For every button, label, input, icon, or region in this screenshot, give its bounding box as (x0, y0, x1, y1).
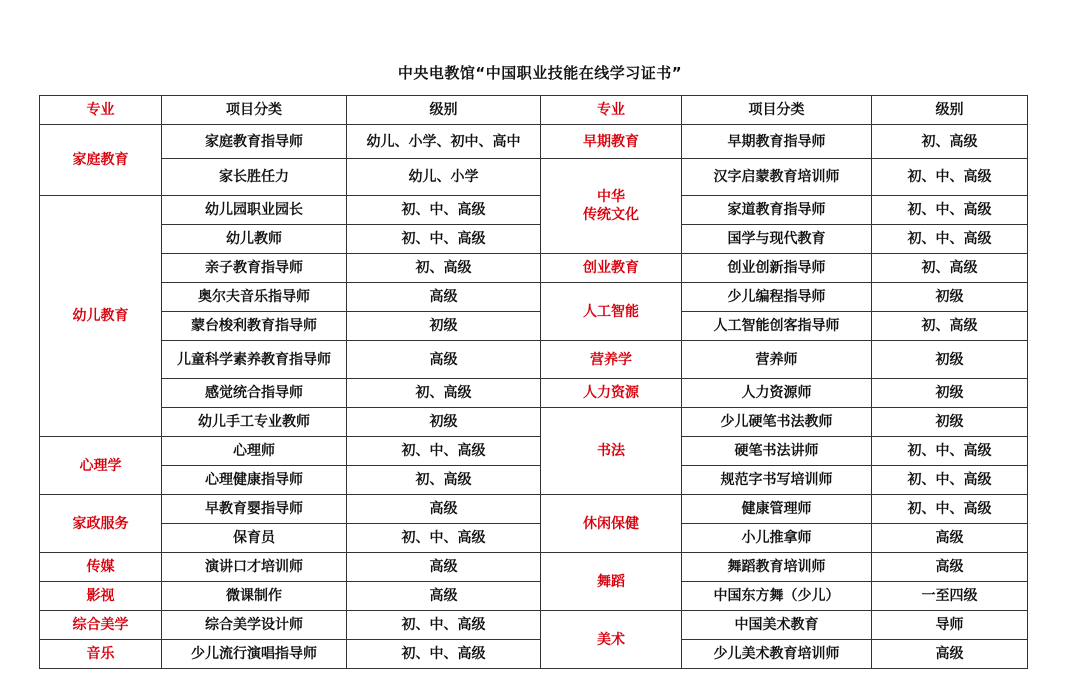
category-cell: 感觉统合指导师 (162, 379, 347, 408)
table-row (40, 466, 1028, 495)
category-cell: 微课制作 (162, 582, 347, 611)
level-cell: 初级 (872, 379, 1028, 408)
category-cell: 少儿硬笔书法教师 (682, 408, 872, 437)
table-row (40, 283, 1028, 312)
major-cell: 音乐 (40, 640, 162, 669)
category-cell: 少儿编程指导师 (682, 283, 872, 312)
category-cell: 家庭教育指导师 (162, 125, 347, 159)
major-cell: 休闲保健 (541, 495, 682, 553)
category-cell: 幼儿手工专业教师 (162, 408, 347, 437)
level-cell: 初、中、高级 (347, 524, 541, 553)
document-title: 中央电教馆“中国职业技能在线学习证书” (397, 64, 683, 82)
category-cell: 综合美学设计师 (162, 611, 347, 640)
category-cell: 营养师 (682, 341, 872, 379)
table-row (40, 669, 1028, 698)
header-category: 项目分类 (682, 96, 872, 125)
level-cell: 初级 (872, 283, 1028, 312)
major-cell: 人力资源 (541, 379, 682, 408)
category-cell: 早教育婴指导师 (162, 495, 347, 524)
major-cell: 舞蹈 (541, 553, 682, 611)
level-cell: 高级 (347, 553, 541, 582)
level-cell: 初、高级 (347, 466, 541, 495)
category-cell: 家长胜任力 (162, 159, 347, 196)
level-cell: 初、中、高级 (347, 437, 541, 466)
level-cell: 初、中、高级 (347, 196, 541, 225)
category-cell: 心理健康指导师 (162, 466, 347, 495)
table-row (40, 611, 1028, 640)
major-cell: 家庭教育 (40, 125, 162, 196)
level-cell: 高级 (872, 524, 1028, 553)
level-cell: 初、高级 (347, 254, 541, 283)
level-cell: 初、中、高级 (872, 159, 1028, 196)
table-row (40, 312, 1028, 341)
table-row (40, 553, 1028, 582)
category-cell: 家道教育指导师 (682, 196, 872, 225)
level-cell: 初、高级 (872, 254, 1028, 283)
level-cell: 高级 (347, 341, 541, 379)
category-cell: 儿童科学素养教育指导师 (162, 341, 347, 379)
category-cell: 健康管理师 (682, 495, 872, 524)
level-cell: 高级 (347, 495, 541, 524)
major-cell: 人工智能 (541, 283, 682, 341)
category-cell: 保育员 (162, 524, 347, 553)
table-row (40, 254, 1028, 283)
level-cell: 初级 (347, 408, 541, 437)
header-category: 项目分类 (162, 96, 347, 125)
level-cell: 一至四级 (872, 582, 1028, 611)
major-cell: 书法 (541, 408, 682, 495)
category-cell: 幼儿教师 (162, 225, 347, 254)
category-cell: 奥尔夫音乐指导师 (162, 283, 347, 312)
table-row (40, 640, 1028, 669)
level-cell: 初、中、高级 (872, 466, 1028, 495)
category-cell: 汉字启蒙教育培训师 (682, 159, 872, 196)
level-cell: 初级 (347, 312, 541, 341)
level-cell: 幼儿、小学、初中、高中 (347, 125, 541, 159)
category-cell: 人力资源师 (682, 379, 872, 408)
category-cell: 蒙台梭利教育指导师 (162, 312, 347, 341)
level-cell: 幼儿、小学 (347, 159, 541, 196)
level-cell: 初、中、高级 (347, 225, 541, 254)
major-cell: 心理学 (40, 437, 162, 495)
category-cell: 小儿推拿师 (682, 524, 872, 553)
level-cell: 初、中、高级 (872, 225, 1028, 254)
major-cell: 早期教育 (541, 125, 682, 159)
table-row (40, 495, 1028, 524)
major-cell: 创业教育 (541, 254, 682, 283)
category-cell: 人工智能创客指导师 (682, 312, 872, 341)
certificate-table (39, 95, 1028, 698)
level-cell: 初、高级 (347, 379, 541, 408)
table-row (40, 524, 1028, 553)
header-level: 级别 (347, 96, 541, 125)
major-cell: 传媒 (40, 553, 162, 582)
category-cell: 演讲口才培训师 (162, 553, 347, 582)
level-cell: 导师 (872, 611, 1028, 640)
category-cell: 少儿流行演唱指导师 (162, 640, 347, 669)
level-cell: 高级 (347, 582, 541, 611)
level-cell: 初、中、高级 (347, 611, 541, 640)
header-major: 专业 (40, 96, 162, 125)
table-row (40, 341, 1028, 379)
table-row (40, 582, 1028, 611)
table-row (40, 437, 1028, 466)
category-cell: 亲子教育指导师 (162, 254, 347, 283)
category-cell: 心理师 (162, 437, 347, 466)
level-cell: 初、中、高级 (347, 640, 541, 669)
category-cell: 早期教育指导师 (682, 125, 872, 159)
level-cell: 初、中、高级 (872, 196, 1028, 225)
category-cell: 舞蹈教育培训师 (682, 553, 872, 582)
table-row (40, 225, 1028, 254)
category-cell: 硬笔书法讲师 (682, 437, 872, 466)
category-cell: 创业创新指导师 (682, 254, 872, 283)
level-cell: 初级 (872, 408, 1028, 437)
category-cell: 规范字书写培训师 (682, 466, 872, 495)
level-cell: 高级 (347, 283, 541, 312)
category-cell: 中国东方舞（少儿） (682, 582, 872, 611)
table-row (40, 159, 1028, 196)
table-row (40, 379, 1028, 408)
table-row (40, 196, 1028, 225)
level-cell: 初、高级 (872, 312, 1028, 341)
level-cell: 初、中、高级 (872, 495, 1028, 524)
category-cell: 中国美术教育 (682, 611, 872, 640)
major-cell: 影视 (40, 582, 162, 611)
header-major: 专业 (541, 96, 682, 125)
major-cell: 美术 (541, 611, 682, 669)
major-cell: 家政服务 (40, 495, 162, 553)
table-row (40, 408, 1028, 437)
major-cell: 营养学 (541, 341, 682, 379)
level-cell: 初级 (872, 341, 1028, 379)
major-cell: 中华 传统文化 (541, 159, 682, 254)
category-cell: 国学与现代教育 (682, 225, 872, 254)
level-cell: 高级 (872, 553, 1028, 582)
major-cell: 综合美学 (40, 611, 162, 640)
table-header-row (40, 96, 1028, 125)
level-cell: 初、高级 (872, 125, 1028, 159)
header-level: 级别 (872, 96, 1028, 125)
category-cell: 幼儿园职业园长 (162, 196, 347, 225)
level-cell: 高级 (872, 640, 1028, 669)
category-cell: 少儿美术教育培训师 (682, 640, 872, 669)
level-cell: 初、中、高级 (872, 437, 1028, 466)
table-row (40, 125, 1028, 159)
major-cell: 幼儿教育 (40, 196, 162, 437)
